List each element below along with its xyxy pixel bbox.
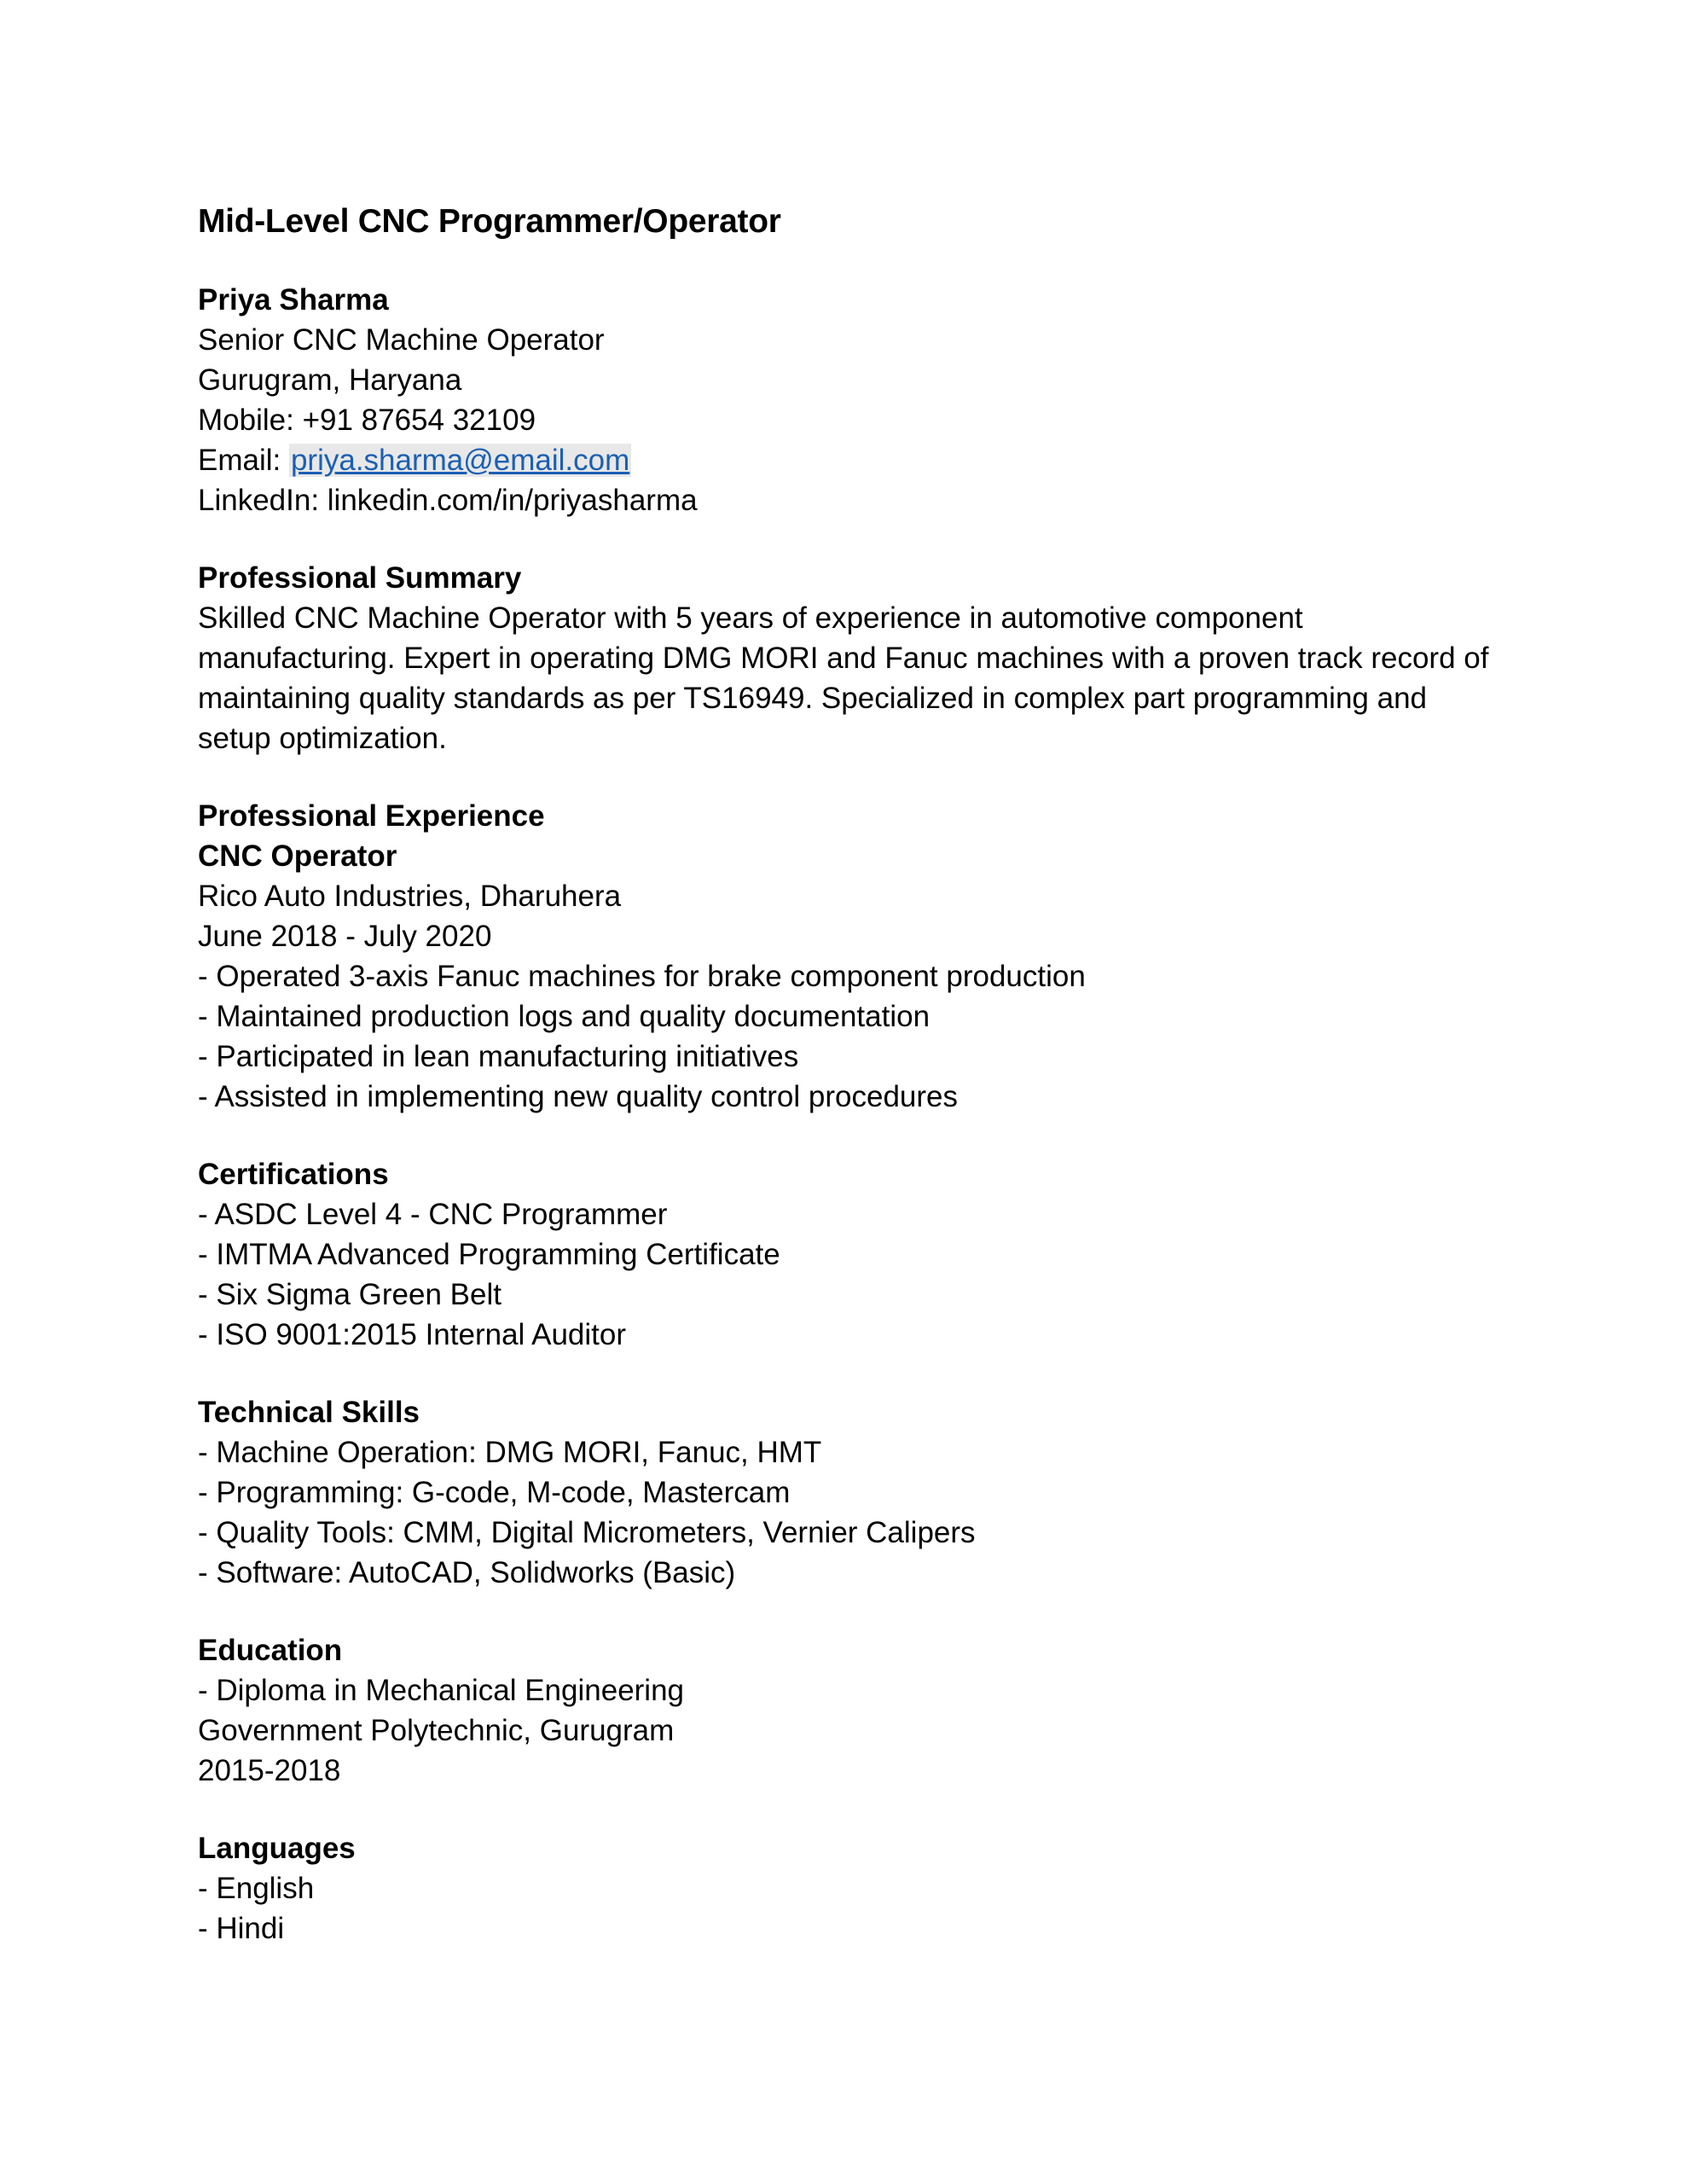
- document-title: Mid-Level CNC Programmer/Operator: [198, 203, 781, 240]
- resume-page: [198, 198, 1511, 1949]
- education-institution: Government Polytechnic, Gurugram: [198, 1714, 675, 1747]
- list-item: - ASDC Level 4 - CNC Programmer: [198, 1198, 668, 1231]
- education-degree: - Diploma in Mechanical Engineering: [198, 1674, 685, 1707]
- list-item: - Software: AutoCAD, Solidworks (Basic): [198, 1556, 736, 1589]
- list-item: - Maintained production logs and quality documentation: [198, 1000, 930, 1033]
- mobile-label: Mobile:: [198, 404, 303, 437]
- certifications-section: [198, 1154, 1511, 1355]
- linkedin-line: [198, 480, 1511, 520]
- education-years: 2015-2018: [198, 1754, 341, 1787]
- list-item: - Six Sigma Green Belt: [198, 1278, 501, 1311]
- education-heading: Education: [198, 1634, 343, 1667]
- list-item: - Machine Operation: DMG MORI, Fanuc, HMT: [198, 1436, 822, 1469]
- summary-heading: Professional Summary: [198, 561, 522, 595]
- experience-heading: Professional Experience: [198, 799, 545, 833]
- email-label: Email:: [198, 444, 289, 477]
- list-item: - ISO 9001:2015 Internal Auditor: [198, 1318, 626, 1351]
- email-link[interactable]: priya.sharma@email.com: [290, 444, 630, 477]
- list-item: - Operated 3-axis Fanuc machines for brake component production: [198, 960, 1086, 993]
- list-item: - IMTMA Advanced Programming Certificate: [198, 1238, 780, 1271]
- languages-heading: Languages: [198, 1832, 356, 1865]
- skills-heading: Technical Skills: [198, 1396, 420, 1429]
- email-line: [198, 440, 1511, 480]
- contact-block: [198, 280, 1511, 520]
- languages-section: [198, 1828, 1511, 1949]
- list-item: - Programming: G-code, M-code, Mastercam: [198, 1476, 791, 1509]
- list-item: - English: [198, 1872, 315, 1905]
- list-item: - Assisted in implementing new quality control procedures: [198, 1080, 958, 1113]
- candidate-headline: Senior CNC Machine Operator: [198, 323, 605, 357]
- list-item: - Hindi: [198, 1912, 285, 1945]
- skills-section: [198, 1392, 1511, 1593]
- experience-section: [198, 796, 1511, 1117]
- linkedin-label: LinkedIn:: [198, 484, 328, 517]
- summary-text: Skilled CNC Machine Operator with 5 years of experience in automotive component manufacturing. Expert in operating DMG MORI and Fanuc machines with a proven track record of maintaining quality standards as per TS16949. Specialized in complex part programming and setup optimization.: [198, 601, 1489, 755]
- mobile-line: [198, 400, 1511, 440]
- education-section: [198, 1630, 1511, 1791]
- certifications-heading: Certifications: [198, 1158, 389, 1191]
- job-role: CNC Operator: [198, 839, 397, 873]
- list-item: - Participated in lean manufacturing initiatives: [198, 1040, 799, 1073]
- mobile-number: +91 87654 32109: [302, 404, 536, 437]
- linkedin-url: linkedin.com/in/priyasharma: [327, 484, 698, 517]
- job-company: Rico Auto Industries, Dharuhera: [198, 880, 622, 913]
- summary-section: [198, 558, 1511, 758]
- candidate-location: Gurugram, Haryana: [198, 363, 462, 397]
- candidate-name: Priya Sharma: [198, 283, 389, 317]
- job-dates: June 2018 - July 2020: [198, 920, 492, 953]
- list-item: - Quality Tools: CMM, Digital Micrometers, Vernier Calipers: [198, 1516, 976, 1549]
